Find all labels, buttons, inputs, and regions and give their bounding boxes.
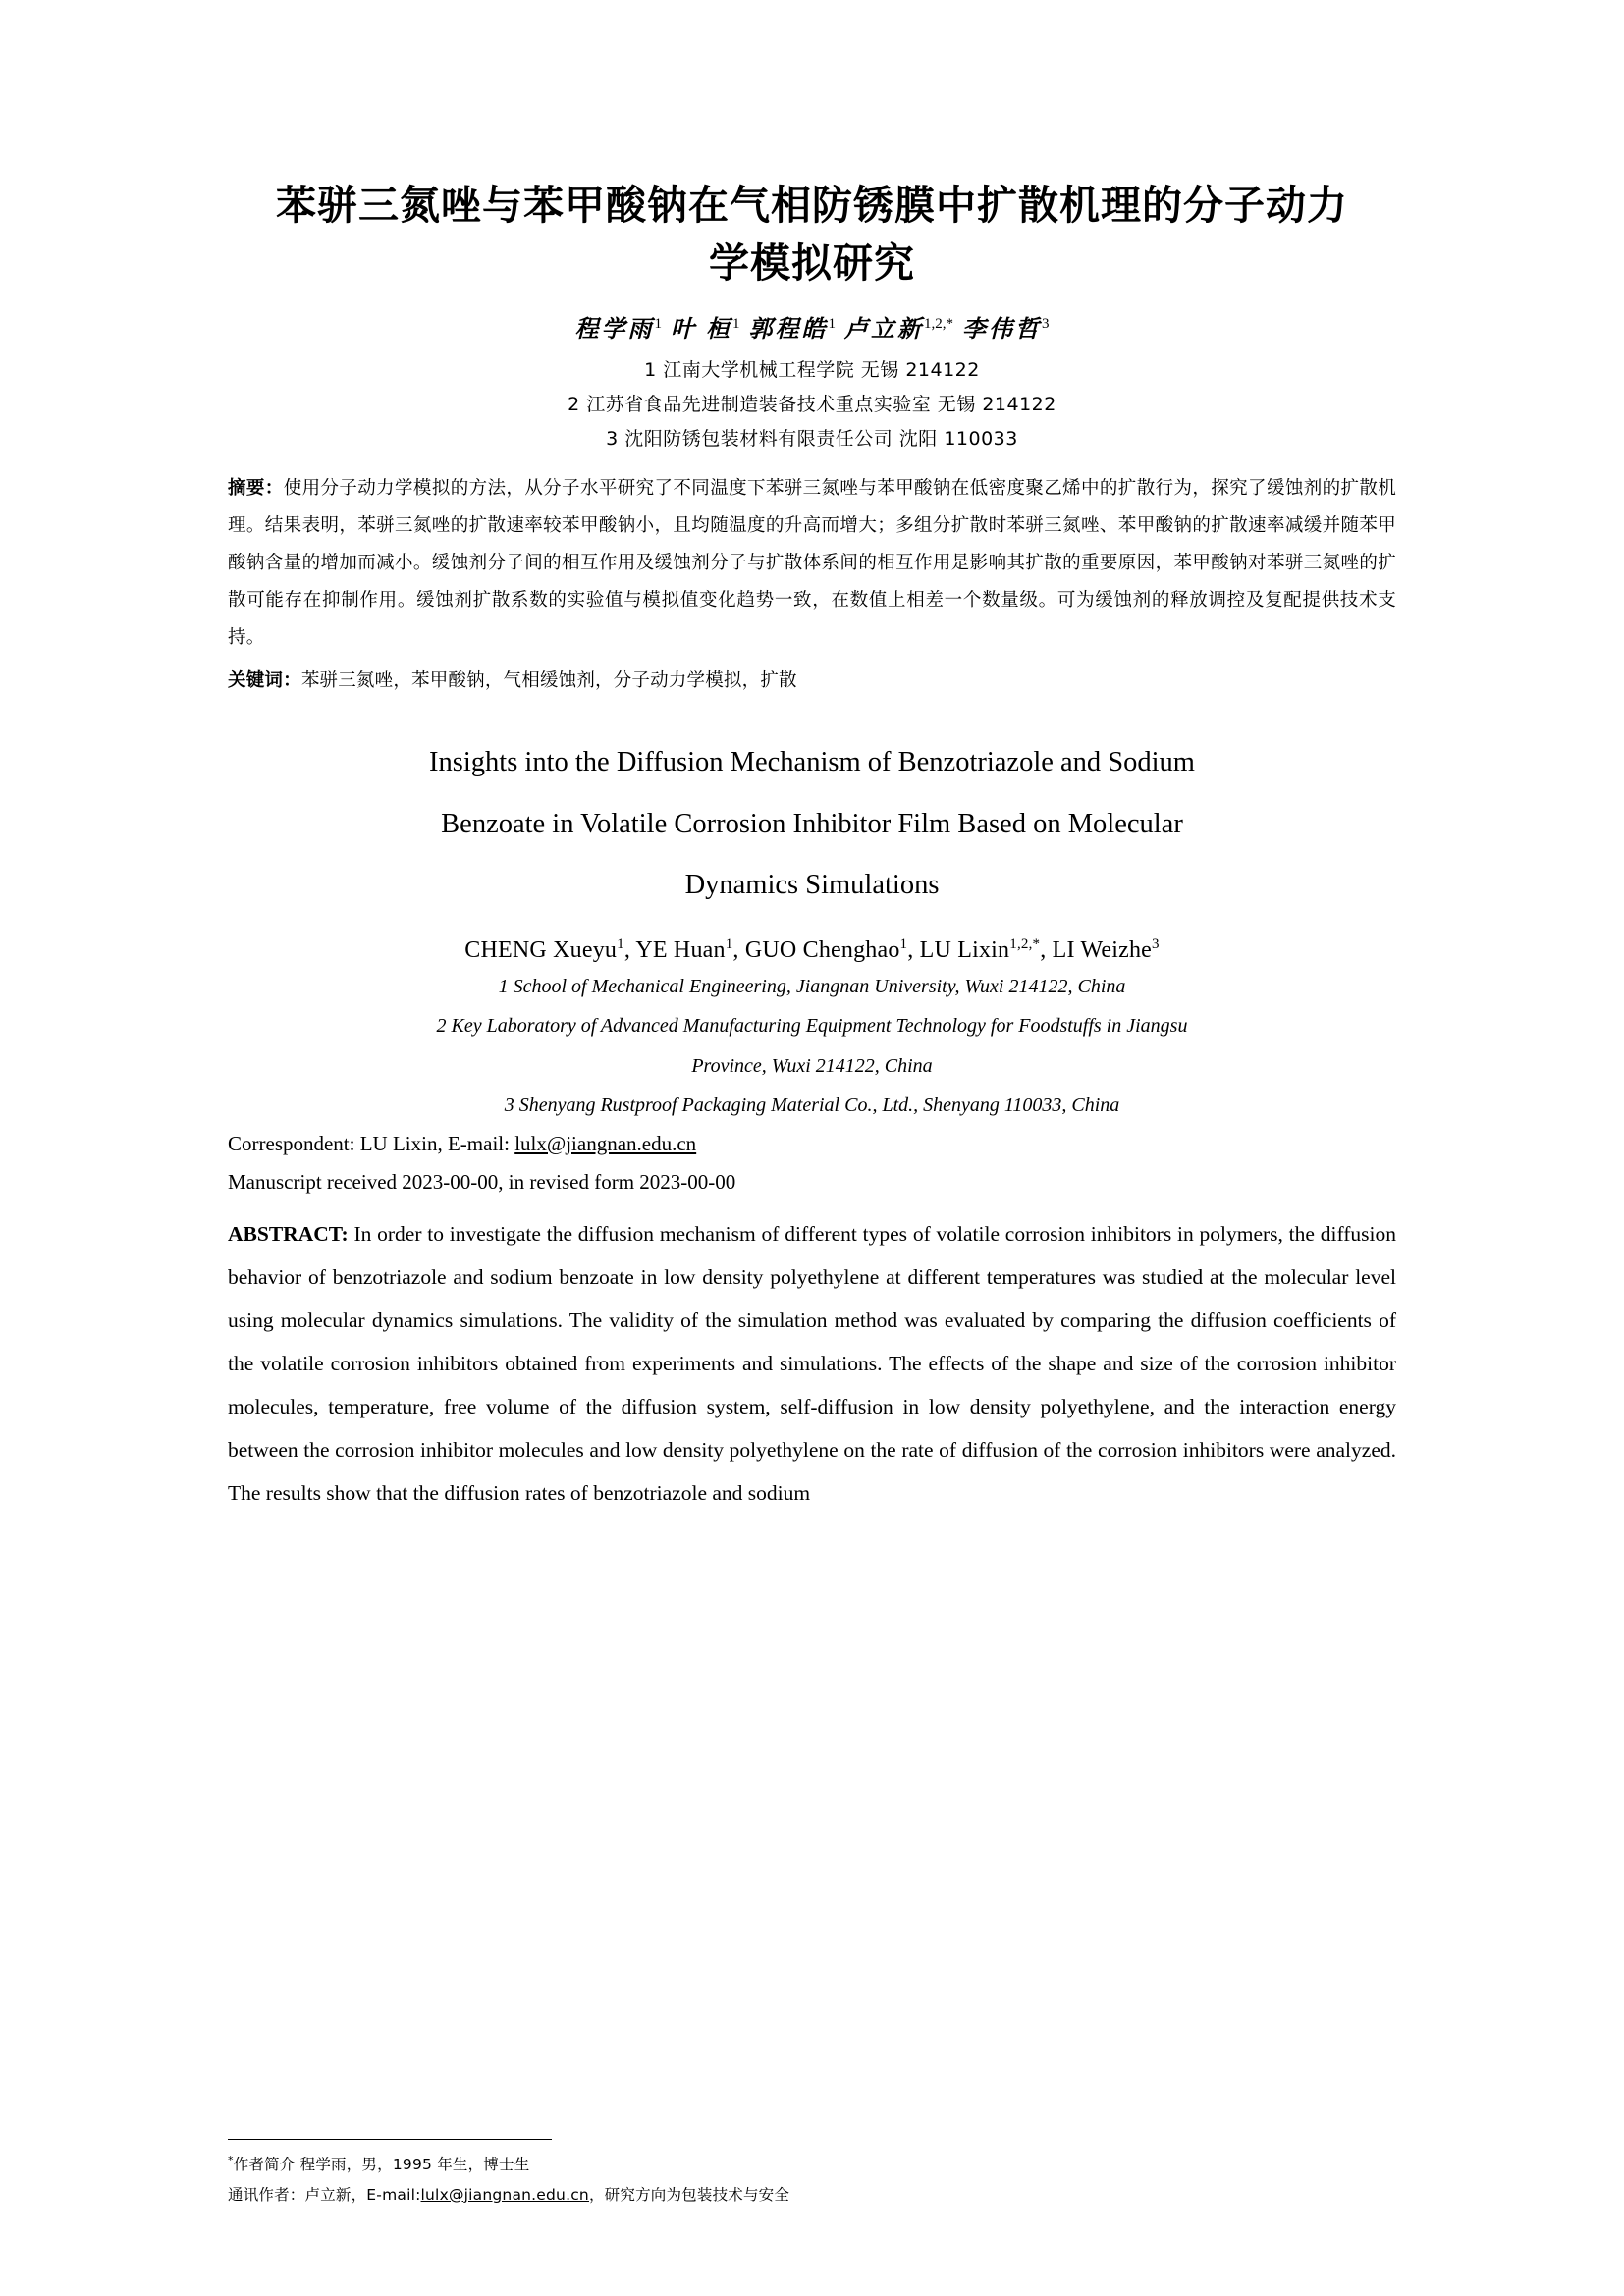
english-affiliation: 1 School of Mechanical Engineering, Jiangnan University, Wuxi 214122, China [498, 975, 1126, 997]
english-title-line: Insights into the Diffusion Mechanism of Benzotriazole and Sodium [429, 746, 1195, 777]
chinese-keywords-label: 关键词： [228, 669, 301, 691]
footnote-divider [228, 2139, 552, 2140]
chinese-author-list [228, 309, 1396, 344]
chinese-author: 李伟哲$^3$ [962, 315, 1050, 343]
footnote-area [228, 2139, 1396, 2210]
english-author: LU Lixin$^{1,2,*}$ [919, 935, 1041, 963]
english-affiliation: 3 Shenyang Rustproof Packaging Material Co., Ltd., Shenyang 110033, China [504, 1095, 1120, 1117]
footnote-corresponding-author [228, 2180, 1396, 2210]
footnote-marker: * [228, 2154, 234, 2167]
english-abstract-label: ABSTRACT: [228, 1221, 349, 1246]
chinese-keywords [228, 663, 1396, 699]
footnote-corresponding-label: 通讯作者：卢立新，E-mail: [228, 2185, 421, 2204]
chinese-title: 苯骈三氮唑与苯甲酸钠在气相防锈膜中扩散机理的分子动力学模拟研究 [276, 182, 1348, 288]
chinese-abstract-text: 使用分子动力学模拟的方法，从分子水平研究了不同温度下苯骈三氮唑与苯甲酸钠在低密度聚乙烯中的扩散行为，探究了缓蚀剂的扩散机理。结果表明，苯骈三氮唑的扩散速率较苯甲酸钠小，且均随温度的升高而增大；多组分扩散时苯骈三氮唑、苯甲酸钠的扩散速率减缓并随苯甲酸钠含量的增加而减小。缓蚀剂分子间的相互作用及缓蚀剂分子与扩散体系间的相互作用是影响其扩散的重要原因，苯甲酸钠对苯骈三氮唑的扩散可能存在抑制作用。缓蚀剂扩散系数的实验值与模拟值变化趋势一致，在数值上相差一个数量级。可为缓蚀剂的释放调控及复配提供技术支持。 [228, 478, 1396, 648]
english-abstract [228, 1212, 1396, 1515]
chinese-author: 叶 桓$^1$ [671, 315, 740, 343]
footnote-author-bio [228, 2150, 1396, 2179]
footnote-corresponding-email-link[interactable]: lulx@jiangnan.edu.cn [420, 2185, 589, 2204]
chinese-abstract [228, 470, 1396, 657]
chinese-keywords-text: 苯骈三氮唑，苯甲酸钠，气相缓蚀剂，分子动力学模拟，扩散 [300, 669, 797, 691]
english-title-line: Benzoate in Volatile Corrosion Inhibitor Film Based on Molecular [441, 808, 1183, 839]
english-abstract-text: In order to investigate the diffusion mechanism of different types of volatile corrosion inhibitors in polymers, the diffusion behavior of benzotriazole and sodium benzoate in low density polyethylene at different temperatures was studied at the molecular level using molecular dynamics simulations. The validity of the simulation method was evaluated by comparing the diffusion coefficients of the volatile corrosion inhibitors obtained from experiments and simulations. The effects of the shape and size of the corrosion inhibitor molecules, temperature, free volume of the diffusion system, self-diffusion in low density polyethylene, and the interaction energy between the corrosion inhibitor molecules and low density polyethylene on the rate of diffusion of the corrosion inhibitors were analyzed. The results show that the diffusion rates of benzotriazole and sodium [228, 1221, 1396, 1506]
english-title-line: Dynamics Simulations [684, 870, 940, 901]
chinese-author: 程学雨$^1$ [574, 315, 662, 343]
footnote-corresponding-suffix: ，研究方向为包装技术与安全 [588, 2185, 790, 2204]
manuscript-received-line: Manuscript received 2023-00-00, in revised form 2023-00-00 [228, 1170, 736, 1195]
correspondent-label: Correspondent: LU Lixin, E-mail: [228, 1131, 515, 1155]
english-affiliation: Province, Wuxi 214122, China [691, 1054, 933, 1077]
chinese-affiliation: 2 江苏省食品先进制造装备技术重点实验室 无锡 214122 [568, 394, 1056, 416]
english-author: CHENG Xueyu$^1$ [464, 935, 624, 963]
chinese-affiliation: 3 沈阳防锈包装材料有限责任公司 沈阳 110033 [606, 428, 1018, 451]
footnote-author-bio-text: 作者简介 程学雨，男，1995 年生，博士生 [233, 2156, 530, 2174]
correspondent-email-link[interactable]: lulx@jiangnan.edu.cn [514, 1131, 697, 1155]
english-author: YE Huan$^1$ [635, 935, 733, 963]
chinese-affiliation: 1 江南大学机械工程学院 无锡 214122 [644, 358, 980, 381]
english-affiliation: 2 Key Laboratory of Advanced Manufacturing Equipment Technology for Foodstuffs in Jiangsu [436, 1015, 1188, 1038]
english-author: GUO Chenghao$^1$ [744, 935, 908, 963]
chinese-author: 郭程皓$^1$ [748, 315, 836, 343]
english-title [228, 732, 1396, 917]
correspondent-line [228, 1127, 1396, 1162]
english-author-list: CHENG Xueyu$^1$, YE Huan$^1$, GUO Chenghao$^1$, LU Lixin$^{1,2,*}$, LI Weizhe$^3$ [464, 935, 1160, 963]
english-author: LI Weizhe$^3$ [1052, 935, 1160, 963]
chinese-abstract-label: 摘要： [228, 478, 284, 500]
chinese-author: 卢立新$^{1,2,*}$ [844, 315, 953, 343]
